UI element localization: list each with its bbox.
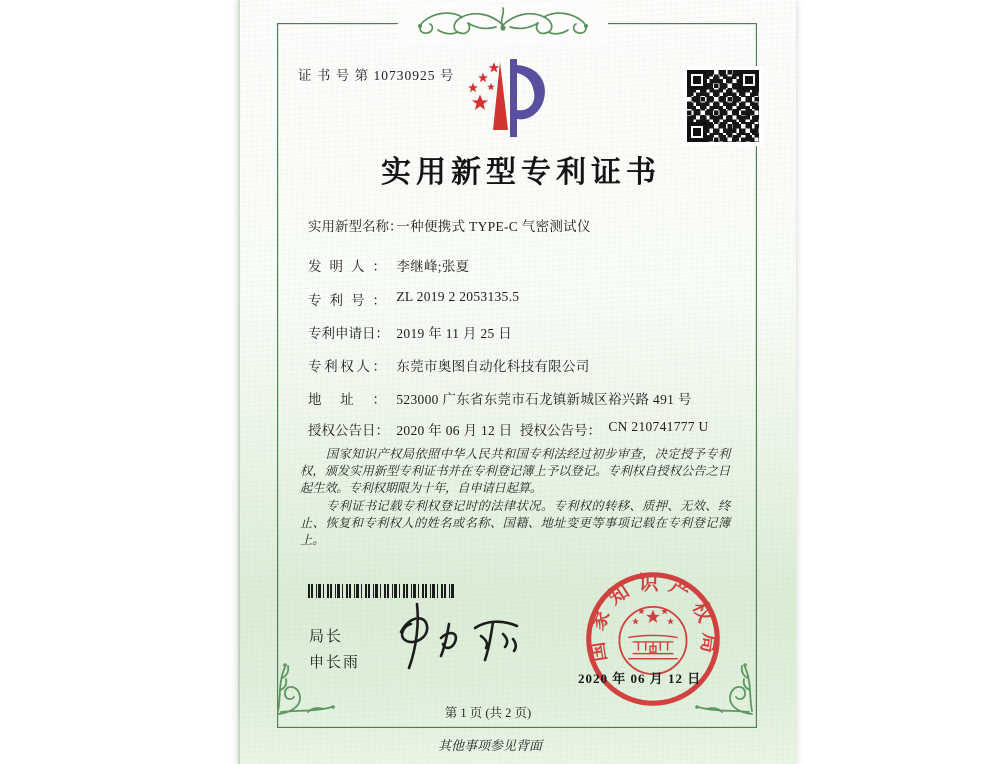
certificate-number: 证 书 号 第 10730925 号 — [298, 68, 455, 83]
field-label: 授权公告号： — [520, 423, 601, 438]
qr-code-modules — [687, 70, 759, 142]
cnipa-logo-icon — [466, 56, 558, 142]
field-label: 地址： — [308, 392, 386, 407]
field-label: 专利号： — [308, 293, 386, 308]
seal-authority-text: 国家知识产权局 — [584, 572, 722, 664]
field-row-filing-date — [308, 322, 512, 342]
field-row-patent-number — [308, 289, 519, 309]
field-label: 授权公告日： — [308, 423, 389, 438]
seal-date: 2020 年 06 月 12 日 — [578, 671, 702, 686]
field-label: 实用新型名称： — [308, 219, 403, 234]
field-row-grant-date — [308, 419, 513, 439]
field-label: 发明人： — [308, 259, 386, 274]
legal-paragraph-1: 国家知识产权局依照中华人民共和国专利法经过初步审查，决定授予专利权，颁发实用新型专利证书并在专利登记簿上予以登记。专利权自授权公告之日起生效。专利权期限为十年，自申请日起算。 — [300, 447, 730, 496]
field-value: 一种便携式 TYPE-C 气密测试仪 — [396, 219, 591, 234]
official-red-seal — [580, 566, 726, 712]
field-value: 李继峰;张夏 — [396, 259, 470, 274]
field-label: 专利申请日： — [308, 326, 389, 341]
qr-code — [683, 66, 763, 146]
signer-title: 局长 — [309, 629, 344, 645]
field-row-inventor — [308, 255, 469, 275]
field-value: 523000 广东省东莞市石龙镇新城区裕兴路 491 号 — [396, 392, 692, 407]
field-label: 专利权人： — [308, 359, 386, 374]
field-value: 2019 年 11 月 25 日 — [396, 326, 513, 341]
back-side-note: 其他事项参见背面 — [437, 738, 542, 753]
qr-finder-top-left — [687, 70, 707, 90]
signer-name: 申长雨 — [309, 655, 361, 671]
field-value: CN 210741777 U — [608, 419, 709, 434]
qr-finder-bottom-left — [687, 122, 707, 142]
certificate-title: 实用新型专利证书 — [381, 156, 661, 189]
page-number: 第 1 页 (共 2 页) — [444, 706, 532, 720]
legal-paragraph-2: 专利证书记载专利权登记时的法律状况。专利权的转移、质押、无效、终止、恢复和专利权人的姓名或名称、国籍、地址变更等事项记载在专利登记簿上。 — [300, 498, 730, 548]
legal-text-block — [300, 446, 730, 549]
top-border-flourish-ornament — [398, 4, 608, 44]
certificate-page — [238, 0, 796, 764]
national-emblem-icon — [619, 607, 686, 674]
field-row-patentee — [308, 355, 590, 375]
field-row-name — [308, 215, 591, 235]
field-value: ZL 2019 2 2053135.5 — [396, 289, 520, 304]
qr-finder-top-right — [739, 70, 759, 90]
handwritten-signature — [373, 594, 548, 680]
field-row-address — [308, 388, 692, 408]
field-value: 2020 年 06 月 12 日 — [396, 423, 513, 438]
field-row-grant-number — [520, 419, 709, 439]
field-value: 东莞市奥图自动化科技有限公司 — [396, 359, 590, 374]
